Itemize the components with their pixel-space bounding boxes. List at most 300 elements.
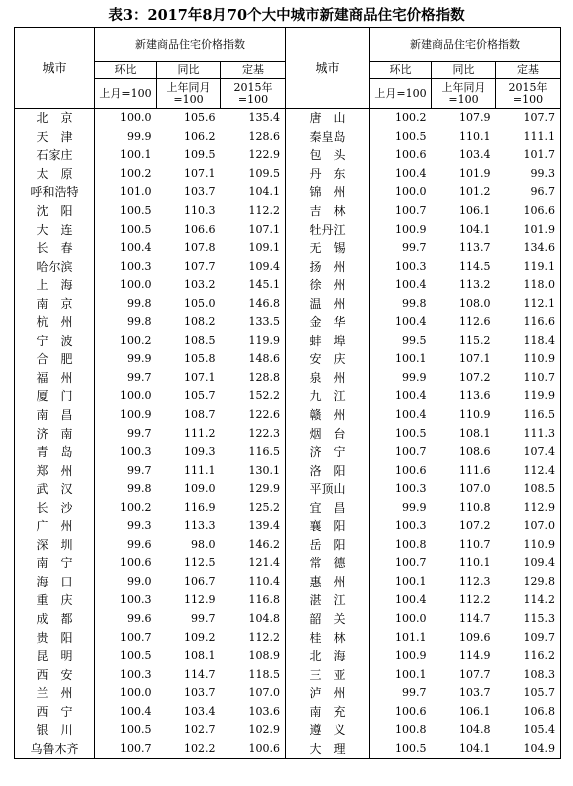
- right-yoy-cell: 113.7: [459, 241, 491, 255]
- left-yoy-cell: 105.8: [184, 352, 216, 366]
- right-city-cell: 牡丹江: [286, 220, 370, 239]
- left-mom-cell: 100.6: [120, 556, 152, 570]
- right-fixed-cell: 96.7: [496, 183, 561, 202]
- right-yoy-cell: 114.9: [459, 649, 491, 663]
- right-city-cell: 九 江: [286, 387, 370, 406]
- right-fixed-cell: 104.9: [496, 740, 561, 759]
- right-yoy-cell: 104.1: [432, 740, 496, 759]
- table-row: [15, 480, 561, 499]
- left-yoy-cell: 105.0: [184, 296, 216, 310]
- left-fixed-cell: 109.1: [221, 239, 286, 258]
- table-row: [15, 443, 561, 462]
- left-fixed-cell: 135.4: [221, 109, 286, 128]
- left-yoy-cell: 106.7: [184, 574, 216, 588]
- left-fixed-cell: 133.5: [221, 313, 286, 332]
- left-mom-cell: 100.2: [120, 166, 152, 180]
- left-fixed-cell: 107.1: [221, 220, 286, 239]
- left-city-cell: 宁 波: [15, 332, 95, 351]
- right-yoy-cell: 109.6: [459, 630, 491, 644]
- left-city-cell: 杭 州: [15, 313, 95, 332]
- right-city-cell: 惠 州: [286, 573, 370, 592]
- right-fixed-cell: 108.5: [496, 480, 561, 499]
- right-mom-cell: 99.8: [402, 296, 427, 310]
- right-mom-cell: 99.7: [402, 686, 427, 700]
- table-row: [15, 554, 561, 573]
- city-header-left: 城市: [15, 28, 95, 109]
- left-yoy-cell: 114.7: [184, 667, 216, 681]
- right-fixed-cell: 111.3: [496, 424, 561, 443]
- left-mom-cell: 99.8: [127, 296, 152, 310]
- left-mom-cell: 100.7: [120, 630, 152, 644]
- right-mom-cell: 100.6: [395, 704, 427, 718]
- left-fixed-cell: 125.2: [221, 498, 286, 517]
- left-city-cell: 兰 州: [15, 684, 95, 703]
- left-fixed-cell: 112.2: [221, 202, 286, 221]
- right-mom-cell: 100.9: [395, 649, 427, 663]
- yoy-base-left: 上年同月=100: [157, 79, 221, 109]
- table-row: [15, 498, 561, 517]
- table-title: 表3：2017年8月70个大中城市新建商品住宅价格指数: [108, 7, 465, 24]
- left-fixed-cell: 107.0: [221, 684, 286, 703]
- left-yoy-cell: 112.9: [184, 593, 216, 607]
- right-yoy-cell: 112.2: [459, 593, 491, 607]
- left-yoy-cell: 110.3: [184, 204, 216, 217]
- table-row: [15, 202, 561, 221]
- left-yoy-cell: 106.2: [184, 129, 216, 143]
- left-mom-cell: 99.7: [127, 370, 152, 384]
- left-city-cell: 银 川: [15, 721, 95, 740]
- table-row: [15, 536, 561, 555]
- index-name-header-right: 新建商品住宅价格指数: [370, 28, 561, 62]
- right-fixed-cell: 115.3: [496, 610, 561, 629]
- left-mom-cell: 99.9: [127, 129, 152, 143]
- table-row: [15, 424, 561, 443]
- right-mom-cell: 100.5: [395, 426, 427, 440]
- table-row: [15, 183, 561, 202]
- right-fixed-cell: 109.7: [496, 628, 561, 647]
- table-row: [15, 721, 561, 740]
- right-mom-cell: 100.7: [395, 445, 427, 459]
- left-fixed-cell: 110.4: [221, 573, 286, 592]
- right-fixed-cell: 116.5: [496, 406, 561, 425]
- left-city-cell: 武 汉: [15, 480, 95, 499]
- right-city-cell: 吉 林: [286, 202, 370, 221]
- left-mom-cell: 99.8: [127, 482, 152, 496]
- right-yoy-cell: 103.4: [459, 148, 491, 162]
- right-mom-cell: 100.7: [395, 204, 427, 217]
- left-mom-cell: 100.4: [120, 241, 152, 255]
- right-yoy-cell: 107.7: [459, 667, 491, 681]
- left-city-cell: 合 肥: [15, 350, 95, 369]
- left-yoy-cell: 103.7: [184, 686, 216, 700]
- right-mom-cell: 100.4: [395, 593, 427, 607]
- right-city-cell: 南 充: [286, 703, 370, 722]
- right-yoy-cell: 114.5: [459, 259, 491, 273]
- left-mom-cell: 100.0: [120, 686, 152, 700]
- left-city-cell: 西 宁: [15, 703, 95, 722]
- right-yoy-cell: 114.7: [459, 612, 491, 626]
- right-mom-cell: 100.5: [370, 740, 432, 759]
- mom-header-left: 环比: [95, 62, 157, 79]
- right-mom-cell: 100.9: [395, 222, 427, 236]
- right-city-cell: 三 亚: [286, 665, 370, 684]
- right-yoy-cell: 110.7: [459, 537, 491, 551]
- right-yoy-cell: 107.1: [459, 352, 491, 366]
- right-city-cell: 洛 阳: [286, 461, 370, 480]
- right-fixed-cell: 101.9: [496, 220, 561, 239]
- right-fixed-cell: 107.0: [496, 517, 561, 536]
- table-row: [15, 146, 561, 165]
- left-yoy-cell: 109.5: [184, 148, 216, 162]
- left-city-cell: 郑 州: [15, 461, 95, 480]
- left-yoy-cell: 103.4: [184, 704, 216, 718]
- right-fixed-cell: 107.7: [496, 109, 561, 128]
- table-row: [15, 220, 561, 239]
- right-yoy-cell: 113.6: [459, 389, 491, 403]
- left-fixed-cell: 102.9: [221, 721, 286, 740]
- right-fixed-cell: 118.4: [496, 332, 561, 351]
- left-yoy-cell: 113.3: [184, 519, 216, 533]
- left-city-cell: 西 安: [15, 665, 95, 684]
- left-city-cell: 贵 阳: [15, 628, 95, 647]
- left-city-cell: 大 连: [15, 220, 95, 239]
- right-city-cell: 无 锡: [286, 239, 370, 258]
- right-city-cell: 平顶山: [286, 480, 370, 499]
- table-row: [15, 109, 561, 128]
- table-row: [15, 294, 561, 313]
- left-city-cell: 北 京: [15, 109, 95, 128]
- table-row: [15, 628, 561, 647]
- right-fixed-cell: 112.1: [496, 294, 561, 313]
- right-yoy-cell: 106.1: [459, 704, 491, 718]
- right-mom-cell: 101.1: [395, 630, 427, 644]
- right-fixed-cell: 108.3: [496, 665, 561, 684]
- left-yoy-cell: 108.7: [184, 408, 216, 422]
- right-city-cell: 泸 州: [286, 684, 370, 703]
- right-yoy-cell: 110.8: [459, 500, 491, 514]
- left-mom-cell: 99.7: [127, 463, 152, 477]
- right-fixed-cell: 109.4: [496, 554, 561, 573]
- right-mom-cell: 100.4: [395, 278, 427, 292]
- left-yoy-cell: 116.9: [184, 500, 216, 514]
- right-city-cell: 大 理: [286, 740, 370, 759]
- left-fixed-cell: 145.1: [221, 276, 286, 295]
- table-row: [15, 332, 561, 351]
- table-row: [15, 406, 561, 425]
- left-fixed-cell: 104.1: [221, 183, 286, 202]
- right-yoy-cell: 110.9: [459, 408, 491, 422]
- table-row: [15, 165, 561, 184]
- right-fixed-cell: 105.4: [496, 721, 561, 740]
- left-mom-cell: 99.9: [127, 352, 152, 366]
- fixed-header-left: 定基: [221, 62, 286, 79]
- left-city-cell: 石家庄: [15, 146, 95, 165]
- table-row: [15, 239, 561, 258]
- left-yoy-cell: 108.2: [184, 315, 216, 329]
- left-yoy-cell: 98.0: [191, 537, 216, 551]
- left-mom-cell: 99.8: [127, 315, 152, 329]
- right-yoy-cell: 112.3: [459, 574, 491, 588]
- left-city-cell: 厦 门: [15, 387, 95, 406]
- left-yoy-cell: 109.3: [184, 445, 216, 459]
- right-mom-cell: 100.1: [395, 352, 427, 366]
- right-fixed-cell: 107.4: [496, 443, 561, 462]
- left-yoy-cell: 106.6: [184, 222, 216, 236]
- right-mom-cell: 100.3: [395, 259, 427, 273]
- left-city-cell: 沈 阳: [15, 202, 95, 221]
- right-fixed-cell: 116.6: [496, 313, 561, 332]
- left-mom-cell: 100.3: [120, 445, 152, 459]
- table-row: [15, 703, 561, 722]
- right-fixed-cell: 112.9: [496, 498, 561, 517]
- right-yoy-cell: 107.2: [459, 370, 491, 384]
- left-mom-cell: 100.0: [120, 111, 152, 125]
- right-yoy-cell: 107.0: [459, 482, 491, 496]
- left-city-cell: 南 宁: [15, 554, 95, 573]
- right-fixed-cell: 112.4: [496, 461, 561, 480]
- table-row: [15, 573, 561, 592]
- left-city-cell: 呼和浩特: [15, 183, 95, 202]
- right-yoy-cell: 110.1: [459, 556, 491, 570]
- left-yoy-cell: 102.2: [157, 740, 221, 759]
- right-fixed-cell: 99.3: [496, 165, 561, 184]
- left-mom-cell: 100.2: [120, 500, 152, 514]
- right-yoy-cell: 111.6: [459, 463, 491, 477]
- right-fixed-cell: 106.6: [496, 202, 561, 221]
- right-city-cell: 赣 州: [286, 406, 370, 425]
- left-fixed-cell: 130.1: [221, 461, 286, 480]
- left-mom-cell: 99.3: [127, 519, 152, 533]
- left-fixed-cell: 109.4: [221, 257, 286, 276]
- left-yoy-cell: 103.2: [184, 278, 216, 292]
- fixed-base-left: 2015年=100: [221, 79, 286, 109]
- right-yoy-cell: 101.9: [459, 166, 491, 180]
- right-city-cell: 秦皇岛: [286, 128, 370, 147]
- left-yoy-cell: 107.1: [184, 166, 216, 180]
- table-row: [15, 665, 561, 684]
- left-city-cell: 海 口: [15, 573, 95, 592]
- left-mom-cell: 100.1: [120, 148, 152, 162]
- right-mom-cell: 100.3: [395, 519, 427, 533]
- left-city-cell: 济 南: [15, 424, 95, 443]
- table-row: [15, 610, 561, 629]
- right-city-cell: 常 德: [286, 554, 370, 573]
- right-city-cell: 丹 东: [286, 165, 370, 184]
- left-fixed-cell: 116.5: [221, 443, 286, 462]
- right-city-cell: 北 海: [286, 647, 370, 666]
- left-fixed-cell: 128.8: [221, 369, 286, 388]
- yoy-header-left: 同比: [157, 62, 221, 79]
- left-fixed-cell: 108.9: [221, 647, 286, 666]
- left-city-cell: 成 都: [15, 610, 95, 629]
- left-mom-cell: 99.0: [127, 574, 152, 588]
- left-mom-cell: 99.6: [127, 612, 152, 626]
- right-city-cell: 包 头: [286, 146, 370, 165]
- right-yoy-cell: 104.8: [459, 723, 491, 737]
- right-fixed-cell: 101.7: [496, 146, 561, 165]
- left-fixed-cell: 129.9: [221, 480, 286, 499]
- right-yoy-cell: 113.2: [459, 278, 491, 292]
- right-yoy-cell: 115.2: [459, 333, 491, 347]
- right-city-cell: 宜 昌: [286, 498, 370, 517]
- right-fixed-cell: 105.7: [496, 684, 561, 703]
- left-mom-cell: 100.5: [120, 723, 152, 737]
- table-row: [15, 257, 561, 276]
- left-fixed-cell: 103.6: [221, 703, 286, 722]
- left-city-cell: 昆 明: [15, 647, 95, 666]
- left-mom-cell: 99.6: [127, 537, 152, 551]
- right-fixed-cell: 129.8: [496, 573, 561, 592]
- left-yoy-cell: 107.8: [184, 241, 216, 255]
- right-city-cell: 安 庆: [286, 350, 370, 369]
- left-city-cell: 天 津: [15, 128, 95, 147]
- right-mom-cell: 100.4: [395, 315, 427, 329]
- mom-base-left: 上月=100: [95, 79, 157, 109]
- right-mom-cell: 100.4: [395, 166, 427, 180]
- left-mom-cell: 100.3: [120, 259, 152, 273]
- yoy-header-right: 同比: [432, 62, 496, 79]
- right-city-cell: 桂 林: [286, 628, 370, 647]
- right-mom-cell: 100.4: [395, 389, 427, 403]
- left-fixed-cell: 118.5: [221, 665, 286, 684]
- right-yoy-cell: 112.6: [459, 315, 491, 329]
- right-mom-cell: 100.6: [395, 463, 427, 477]
- left-fixed-cell: 104.8: [221, 610, 286, 629]
- left-mom-cell: 100.3: [120, 667, 152, 681]
- right-mom-cell: 100.0: [395, 612, 427, 626]
- right-mom-cell: 100.0: [395, 185, 427, 199]
- right-yoy-cell: 106.1: [459, 204, 491, 217]
- right-city-cell: 岳 阳: [286, 536, 370, 555]
- right-fixed-cell: 116.2: [496, 647, 561, 666]
- mom-header-right: 环比: [370, 62, 432, 79]
- right-city-cell: 徐 州: [286, 276, 370, 295]
- right-city-cell: 韶 关: [286, 610, 370, 629]
- right-mom-cell: 100.8: [395, 537, 427, 551]
- right-fixed-cell: 106.8: [496, 703, 561, 722]
- left-fixed-cell: 116.8: [221, 591, 286, 610]
- right-mom-cell: 99.5: [402, 333, 427, 347]
- fixed-header-right: 定基: [496, 62, 561, 79]
- left-fixed-cell: 146.8: [221, 294, 286, 313]
- right-yoy-cell: 107.9: [459, 111, 491, 125]
- left-city-cell: 乌鲁木齐: [15, 740, 95, 759]
- right-mom-cell: 99.7: [402, 241, 427, 255]
- left-fixed-cell: 109.5: [221, 165, 286, 184]
- left-city-cell: 南 昌: [15, 406, 95, 425]
- left-fixed-cell: 148.6: [221, 350, 286, 369]
- right-mom-cell: 99.9: [402, 370, 427, 384]
- left-city-cell: 上 海: [15, 276, 95, 295]
- mom-base-right: 上月=100: [370, 79, 432, 109]
- left-yoy-cell: 108.1: [184, 649, 216, 663]
- table-row: [15, 128, 561, 147]
- left-mom-cell: 100.0: [120, 389, 152, 403]
- left-fixed-cell: 139.4: [221, 517, 286, 536]
- right-yoy-cell: 108.0: [459, 296, 491, 310]
- left-mom-cell: 100.0: [120, 278, 152, 292]
- right-city-cell: 金 华: [286, 313, 370, 332]
- right-city-cell: 蚌 埠: [286, 332, 370, 351]
- left-mom-cell: 101.0: [120, 185, 152, 199]
- left-city-cell: 重 庆: [15, 591, 95, 610]
- left-mom-cell: 100.5: [120, 222, 152, 236]
- left-city-cell: 青 岛: [15, 443, 95, 462]
- left-yoy-cell: 108.5: [184, 333, 216, 347]
- right-mom-cell: 100.7: [395, 556, 427, 570]
- left-fixed-cell: 100.6: [221, 740, 286, 759]
- left-mom-cell: 100.2: [120, 333, 152, 347]
- left-city-cell: 广 州: [15, 517, 95, 536]
- left-city-cell: 长 春: [15, 239, 95, 258]
- right-city-cell: 湛 江: [286, 591, 370, 610]
- left-fixed-cell: 122.3: [221, 424, 286, 443]
- left-mom-cell: 100.3: [120, 593, 152, 607]
- left-yoy-cell: 107.1: [184, 370, 216, 384]
- right-mom-cell: 100.1: [395, 574, 427, 588]
- left-city-cell: 福 州: [15, 369, 95, 388]
- right-yoy-cell: 104.1: [459, 222, 491, 236]
- table-row: [15, 387, 561, 406]
- right-fixed-cell: 110.7: [496, 369, 561, 388]
- table-row: [15, 276, 561, 295]
- left-fixed-cell: 119.9: [221, 332, 286, 351]
- right-fixed-cell: 110.9: [496, 536, 561, 555]
- right-mom-cell: 100.8: [395, 723, 427, 737]
- right-city-cell: 济 宁: [286, 443, 370, 462]
- right-yoy-cell: 108.1: [459, 426, 491, 440]
- yoy-base-right: 上年同月=100: [432, 79, 496, 109]
- right-city-cell: 扬 州: [286, 257, 370, 276]
- left-yoy-cell: 99.7: [191, 612, 216, 626]
- left-mom-cell: 100.7: [95, 740, 157, 759]
- table-row: [15, 461, 561, 480]
- left-yoy-cell: 102.7: [184, 723, 216, 737]
- right-yoy-cell: 107.2: [459, 519, 491, 533]
- right-fixed-cell: 110.9: [496, 350, 561, 369]
- left-fixed-cell: 121.4: [221, 554, 286, 573]
- left-mom-cell: 100.5: [120, 649, 152, 663]
- left-fixed-cell: 122.6: [221, 406, 286, 425]
- left-yoy-cell: 105.6: [184, 111, 216, 125]
- city-header-right: 城市: [286, 28, 370, 109]
- right-mom-cell: 100.3: [395, 482, 427, 496]
- table-row: [15, 313, 561, 332]
- left-mom-cell: 99.7: [127, 426, 152, 440]
- table-row: [15, 740, 561, 759]
- right-mom-cell: 100.2: [395, 111, 427, 125]
- left-yoy-cell: 107.7: [184, 259, 216, 273]
- index-name-header-left: 新建商品住宅价格指数: [95, 28, 286, 62]
- right-city-cell: 温 州: [286, 294, 370, 313]
- right-city-cell: 锦 州: [286, 183, 370, 202]
- left-fixed-cell: 128.6: [221, 128, 286, 147]
- left-yoy-cell: 109.2: [184, 630, 216, 644]
- right-city-cell: 泉 州: [286, 369, 370, 388]
- right-city-cell: 襄 阳: [286, 517, 370, 536]
- table-row: [15, 369, 561, 388]
- right-yoy-cell: 110.1: [459, 129, 491, 143]
- right-city-cell: 唐 山: [286, 109, 370, 128]
- right-mom-cell: 99.9: [402, 500, 427, 514]
- right-yoy-cell: 108.6: [459, 445, 491, 459]
- right-fixed-cell: 114.2: [496, 591, 561, 610]
- table-body: [15, 109, 561, 759]
- right-fixed-cell: 134.6: [496, 239, 561, 258]
- left-yoy-cell: 111.1: [184, 463, 216, 477]
- left-city-cell: 深 圳: [15, 536, 95, 555]
- price-index-table: [14, 27, 561, 759]
